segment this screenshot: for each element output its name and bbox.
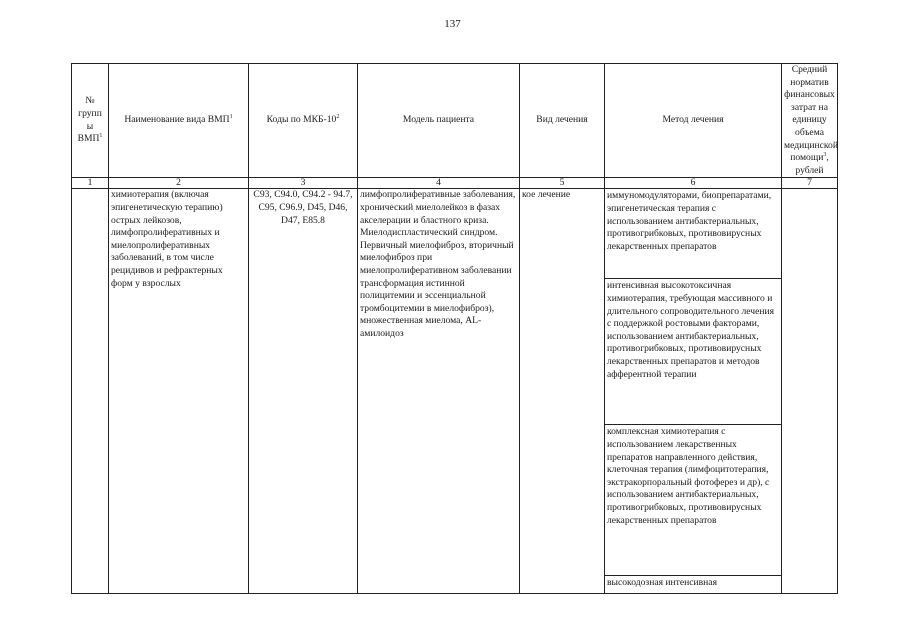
method-item: комплексная химиотерапия с использованием лекарственных препаратов направленного действия, клеточная терапия (лимфоцитотерапия, экстракорпоральный фотоферез и др), с использованием антибактериальных, противогрибковых, противовирусных лекарственных препаратов bbox=[605, 424, 781, 575]
cell-treatment-type: кое лечение bbox=[520, 189, 605, 594]
header-cost-norm: Средний норматив финансовых затрат на единицу объема медицинской помощи$^3$, рублей bbox=[782, 64, 838, 178]
header-patient-model: Модель пациента bbox=[358, 64, 520, 178]
column-number: 1 bbox=[72, 178, 109, 189]
cell-group-number bbox=[72, 189, 109, 594]
column-number: 3 bbox=[249, 178, 358, 189]
cell-icd-codes: C93, C94.0, C94.2 - 94.7, C95, C96.9, D45, D46, D47, E85.8 bbox=[249, 189, 358, 594]
method-item: иммуномодуляторами, биопрепаратами, эпигенетическая терапия с использованием антибактериальных, противогрибковых, противовирусных лекарственных препаратов bbox=[607, 190, 772, 252]
header-icd-codes: Коды по МКБ-$10^2$ bbox=[249, 64, 358, 178]
table-row bbox=[72, 189, 838, 594]
column-number: 2 bbox=[109, 178, 249, 189]
column-number: 7 bbox=[782, 178, 838, 189]
cell-cost-norm bbox=[782, 189, 838, 594]
header-group-number: № групп ы ВМП$^1$ bbox=[72, 64, 109, 178]
cell-vmp-name: химиотерапия (включая эпигенетическую терапию) острых лейкозов, лимфопролиферативных и миелопролиферативных заболеваний, в том числе рецидивов и рефрактерных форм у взрослых bbox=[109, 189, 249, 594]
header-treatment-type: Вид лечения bbox=[520, 64, 605, 178]
cell-patient-model: лимфопролиферативные заболевания, хронический миелолейкоз в фазах акселерации и бластного криза. Миелодиспластический синдром. Первичный миелофиброз, вторичный миелофиброз при миелопролиферативном заболевании трансформация истинной полицитемии и эссенциальной тромбоцитемии в миелофиброз), множественная миелома, AL-амилоидоз bbox=[358, 189, 520, 594]
header-vmp-name: Наименование вида ВМП$^1$ bbox=[109, 64, 249, 178]
header-row bbox=[72, 64, 838, 178]
column-number: 5 bbox=[520, 178, 605, 189]
method-item: интенсивная высокотоксичная химиотерапия, требующая массивного и длительного сопроводительного лечения с поддержкой ростовыми факторами, использованием антибактериальных, противогрибковых, противовирусных лекарственных препаратов и методов афферентной терапии bbox=[605, 278, 781, 424]
column-number-row bbox=[72, 178, 838, 189]
column-number: 4 bbox=[358, 178, 520, 189]
page-number: 137 bbox=[444, 18, 461, 30]
cell-treatment-methods bbox=[605, 189, 782, 594]
vmp-table bbox=[71, 63, 838, 594]
column-number: 6 bbox=[605, 178, 782, 189]
method-item: высокодозная интенсивная bbox=[605, 575, 781, 593]
header-treatment-method: Метод лечения bbox=[605, 64, 782, 178]
